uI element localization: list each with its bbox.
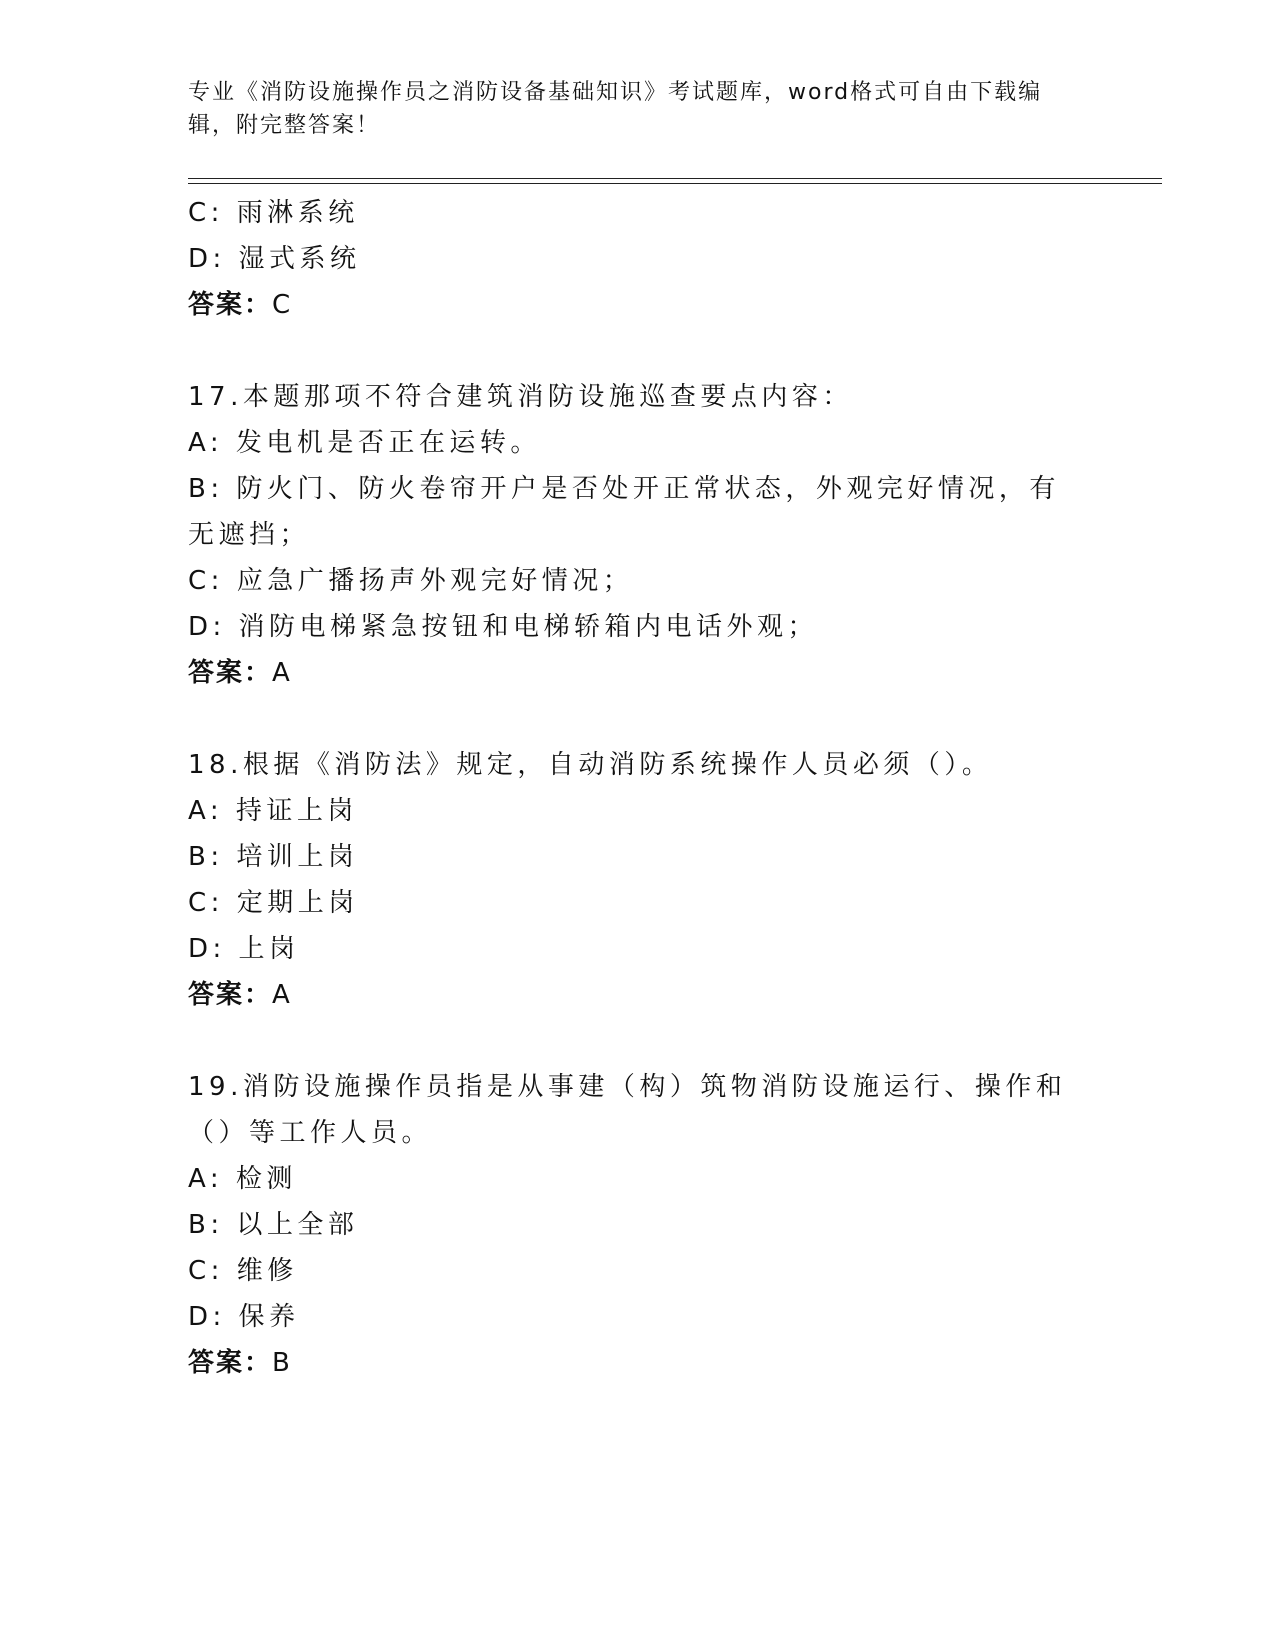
option-a: A: 检测 xyxy=(188,1164,297,1194)
option-c: C: 定期上岗 xyxy=(188,888,359,918)
question-stem: 17.本题那项不符合建筑消防设施巡查要点内容： xyxy=(188,382,853,412)
answer-line xyxy=(188,972,1088,1018)
option-a: A: 持证上岗 xyxy=(188,796,358,826)
answer-label: 答案： xyxy=(188,658,273,688)
answer-value: A xyxy=(272,980,291,1010)
header-rule-bottom xyxy=(188,183,1162,184)
answer-label: 答案： xyxy=(188,290,273,320)
question-list xyxy=(188,190,1088,1386)
question-17 xyxy=(188,374,1088,696)
document-header xyxy=(188,76,1078,142)
option-b: B: 培训上岗 xyxy=(188,842,359,872)
option-c: C: 维修 xyxy=(188,1256,298,1286)
option-d: D: 湿式系统 xyxy=(188,244,361,274)
option-c: C: 雨淋系统 xyxy=(188,198,359,228)
answer-label: 答案： xyxy=(188,980,273,1010)
answer-value: C xyxy=(272,290,292,320)
question-19 xyxy=(188,1064,1088,1386)
question-stem: 19.消防设施操作员指是从事建（构）筑物消防设施运行、操作和（）等工作人员。 xyxy=(188,1072,1067,1148)
answer-value: A xyxy=(272,658,291,688)
option-b: B: 防火门、防火卷帘开户是否处开正常状态，外观完好情况，有无遮挡； xyxy=(188,474,1060,550)
answer-line xyxy=(188,1340,1088,1386)
header-text: 专业《消防设施操作员之消防设备基础知识》考试题库，word格式可自由下载编辑，附完整答案！ xyxy=(188,80,1043,138)
question-18 xyxy=(188,742,1088,1018)
option-a: A: 发电机是否正在运转。 xyxy=(188,428,541,458)
option-d: D: 保养 xyxy=(188,1302,300,1332)
answer-line xyxy=(188,282,1088,328)
option-d: D: 消防电梯紧急按钮和电梯轿箱内电话外观； xyxy=(188,612,819,642)
header-rule-top xyxy=(188,178,1162,179)
option-c: C: 应急广播扬声外观完好情况； xyxy=(188,566,634,596)
option-d: D: 上岗 xyxy=(188,934,300,964)
option-b: B: 以上全部 xyxy=(188,1210,359,1240)
answer-label: 答案： xyxy=(188,1348,273,1378)
question-stem: 18.根据《消防法》规定，自动消防系统操作人员必须（）。 xyxy=(188,750,993,780)
answer-line xyxy=(188,650,1088,696)
question-16-continued xyxy=(188,190,1088,328)
answer-value: B xyxy=(272,1348,291,1378)
